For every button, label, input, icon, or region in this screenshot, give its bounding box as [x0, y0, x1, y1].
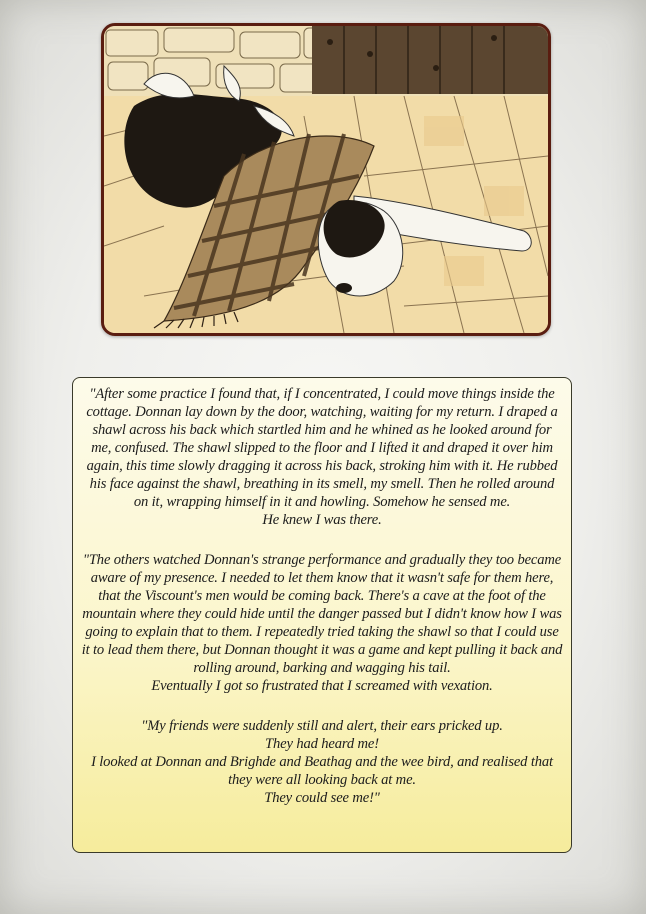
story-paragraph-2: "The others watched Donnan's strange performance and gradually they too became aware of my presence. I needed to let them know that it wasn't safe for them here, that the Viscount's men would be coming back. There's a cave at the foot of the mountain where they could hide until the danger passed but I didn't know how I was going to explain that to them. I repeatedly tried taking the shawl so that I could use it to lead them there, but Donnan thought it was a game and kept pulling it back and rolling around, barking and wagging his tail.: [81, 552, 563, 676]
story-paragraph-1: "After some practice I found that, if I concentrated, I could move things inside the cottage. Donnan lay down by the door, watching, waiting for my return. I draped a shawl across his back which startled him and he whined as he looked around for me, confused. The shawl slipped to the floor and I lifted it and draped it over him again, this time slowly dragging it across his back, stroking him with it. He rubbed his face against the shawl, breathing in its smell, my smell. Then he rolled around on it, wrapping himself in it and howling. Somehow he sensed me.: [86, 386, 558, 510]
story-paragraph-3-line-1: "My friends were suddenly still and alert, their ears pricked up.: [141, 718, 503, 734]
paragraph-spacer: [81, 695, 563, 717]
sheepdog-illustration-icon: [104, 26, 548, 333]
story-paragraph-1-end: He knew I was there.: [262, 512, 382, 528]
story-paragraph-3-line-2: They had heard me!: [265, 736, 379, 752]
story-paragraph-3-line-4: They could see me!": [264, 790, 380, 806]
story-text-panel: [72, 377, 572, 853]
paragraph-spacer: [81, 529, 563, 551]
illustration-panel: [101, 23, 551, 336]
story-paragraph-3-line-3: I looked at Donnan and Brighde and Beathag and the wee bird, and realised that they were all looking back at me.: [91, 754, 553, 788]
story-paragraph-2-end: Eventually I got so frustrated that I screamed with vexation.: [151, 678, 493, 694]
